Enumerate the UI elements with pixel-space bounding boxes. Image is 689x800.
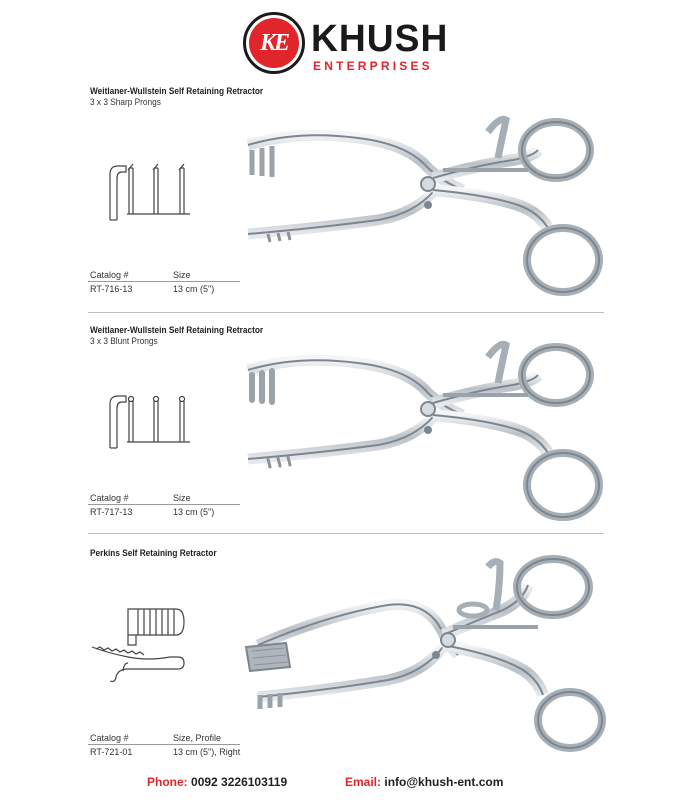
product-title: Weitlaner-Wullstein Self Retaining Retractor xyxy=(90,325,264,335)
brand-tagline: ENTERPRISES xyxy=(313,59,433,73)
size-label: Size xyxy=(173,270,191,280)
logo-monogram: KE xyxy=(249,18,299,68)
blade-profile-diagram xyxy=(88,605,198,685)
catalog-label: Catalog # xyxy=(90,270,129,280)
section-divider xyxy=(88,533,604,534)
brand-name: KHUSH xyxy=(311,18,449,60)
email-address[interactable]: info@khush-ent.com xyxy=(384,775,504,789)
size-label: Size, Profile xyxy=(173,733,222,743)
retractor-image xyxy=(238,335,608,530)
prong-tip-diagram xyxy=(100,160,200,222)
product-title: Perkins Self Retaining Retractor xyxy=(90,548,217,558)
size-label: Size xyxy=(173,493,191,503)
catalog-number: RT-717-13 xyxy=(90,507,133,517)
size-value: 13 cm (5") xyxy=(173,507,215,517)
phone-label: Phone: xyxy=(147,775,188,789)
prong-tip-diagram xyxy=(100,390,200,452)
catalog-label: Catalog # xyxy=(90,493,129,503)
catalog-number: RT-721-01 xyxy=(90,747,133,757)
product-subtitle: 3 x 3 Blunt Prongs xyxy=(90,336,158,346)
size-value: 13 cm (5"), Right xyxy=(173,747,241,757)
footer-phone xyxy=(147,775,287,789)
size-value: 13 cm (5") xyxy=(173,284,215,294)
footer-email xyxy=(345,775,503,789)
phone-number[interactable]: 0092 3226103119 xyxy=(191,775,288,789)
spec-rule xyxy=(88,504,240,505)
catalog-label: Catalog # xyxy=(90,733,129,743)
section-divider xyxy=(88,312,604,313)
product-title: Weitlaner-Wullstein Self Retaining Retractor xyxy=(90,86,264,96)
retractor-image xyxy=(238,110,608,305)
retractor-image xyxy=(238,555,608,755)
spec-rule xyxy=(88,744,240,745)
product-subtitle: 3 x 3 Sharp Prongs xyxy=(90,97,161,107)
email-label: Email: xyxy=(345,775,382,789)
catalog-number: RT-716-13 xyxy=(90,284,133,294)
logo-emblem xyxy=(243,12,305,74)
spec-rule xyxy=(88,281,240,282)
brand-logo xyxy=(243,12,453,80)
